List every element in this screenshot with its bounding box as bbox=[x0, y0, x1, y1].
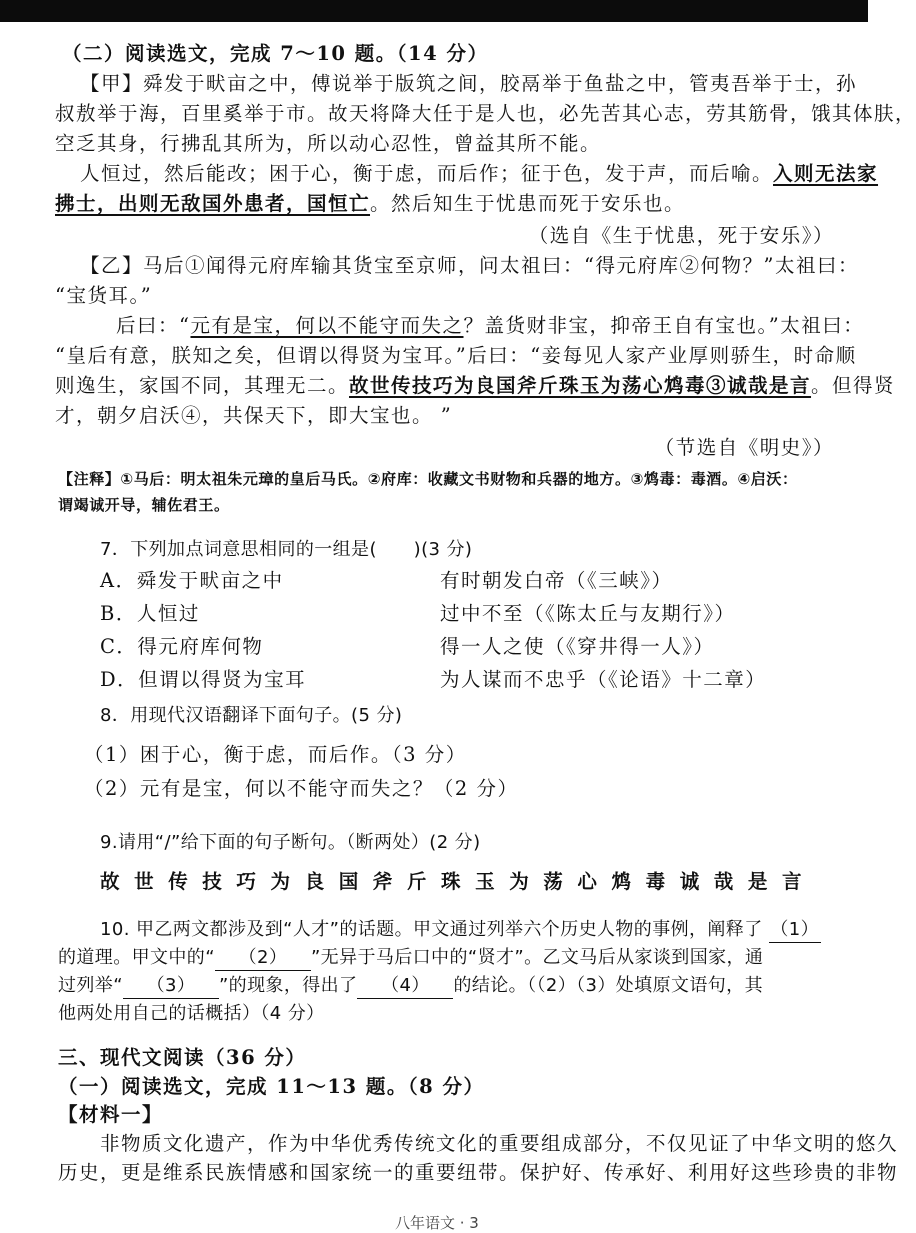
jia-underlined-sentence-a: 入则无法家 bbox=[773, 162, 879, 185]
notes-line-1: 【注释】①马后：明太祖朱元璋的皇后马氏。②府库：收藏文书财物和兵器的地方。③鸩毒：毒酒。④启沃： bbox=[58, 470, 798, 488]
q7-option-c-pair: 得一人之使（《穿井得一人》） bbox=[440, 635, 715, 658]
q10-text-3c: 的结论。（（2）（3）处填原文语句，其 bbox=[453, 975, 763, 996]
q10-text-2b: ”无异于马后口中的“贤才”。乙文马后从家谈到国家，通 bbox=[310, 947, 764, 968]
q8-stem: 8．用现代汉语翻译下面句子。(5 分) bbox=[100, 705, 403, 726]
q10-line-4: 他两处用自己的话概括）（4 分） bbox=[58, 1003, 325, 1024]
q10-blank-2[interactable]: （2） bbox=[215, 946, 311, 971]
material-para-line-2: 历史，更是维系民族情感和国家统一的重要纽带。保护好、传承好、利用好这些珍贵的非物 bbox=[58, 1161, 899, 1184]
q10-line-2 bbox=[58, 944, 763, 972]
q7-option-d: D．但谓以得贤为宝耳 bbox=[100, 668, 307, 691]
section3-header: 三、现代文阅读（36 分） bbox=[58, 1046, 307, 1069]
yi-line-3-a: 后曰：“ bbox=[116, 314, 191, 337]
yi-line-6: 才，朝夕启沃④，共保天下，即大宝也。 ” bbox=[55, 404, 453, 427]
q10-blank-3[interactable]: （3） bbox=[123, 974, 219, 999]
page-footer: 八年语文 · 3 bbox=[395, 1214, 479, 1232]
jia-line-4 bbox=[80, 160, 878, 188]
jia-line-3: 空乏其身，行拂乱其所为，所以动心忍性，曾益其所不能。 bbox=[55, 132, 602, 155]
q8-sentence-2: （2）元有是宝，何以不能守而失之？（2 分） bbox=[84, 777, 519, 800]
material-para-line-1: 非物质文化遗产，作为中华优秀传统文化的重要组成部分，不仅见证了中华文明的悠久 bbox=[100, 1132, 899, 1155]
q10-line-3 bbox=[58, 972, 763, 1000]
yi-source: （节选自《明史》） bbox=[654, 436, 834, 459]
q7-option-b-pair: 过中不至（《陈太丘与友期行》） bbox=[440, 602, 736, 625]
yi-underlined-sentence-a: 元有是宝，何以不能守而失之 bbox=[190, 314, 464, 337]
jia-line-4-text: 人恒过，然后能改；困于心，衡于虑，而后作；征于色，发于声，而后喻。 bbox=[80, 162, 774, 185]
jia-line-5 bbox=[55, 190, 685, 218]
q7-option-c: C．得元府库何物 bbox=[100, 635, 264, 658]
q10-line-1 bbox=[100, 916, 821, 944]
q10-text-3a: 过列举“ bbox=[58, 975, 123, 996]
jia-line-5-text: 。然后知生于忧患而死于安乐也。 bbox=[370, 192, 686, 215]
yi-underlined-sentence-b: 故世传技巧为良国斧斤珠玉为荡心鸩毒③诚哉是言 bbox=[349, 374, 812, 397]
section2-header: （二）阅读选文，完成 7～10 题。（14 分） bbox=[62, 42, 489, 65]
q10-text-2a: 的道理。甲文中的“ bbox=[58, 947, 215, 968]
q7-option-d-pair: 为人谋而不忠乎（《论语》十二章） bbox=[440, 668, 767, 691]
q10-blank-4[interactable]: （4） bbox=[357, 974, 453, 999]
yi-line-5-b: 。但得贤 bbox=[811, 374, 896, 397]
jia-line-1: 【甲】舜发于畎亩之中，傅说举于版筑之间，胶鬲举于鱼盐之中，管夷吾举于士，孙 bbox=[80, 72, 858, 95]
yi-line-1: 【乙】马后①闻得元府库输其货宝至京师，问太祖曰：“得元府库②何物？”太祖曰： bbox=[80, 254, 859, 277]
notes-line-2: 谓竭诚开导，辅佐君王。 bbox=[58, 496, 230, 514]
yi-line-5 bbox=[55, 372, 895, 400]
q9-stem: 9.请用“/”给下面的句子断句。（断两处）(2 分) bbox=[100, 832, 481, 853]
q9-sentence: 故世传技巧为良国斧斤珠玉为荡心鸩毒诚哉是言 bbox=[100, 870, 817, 893]
jia-source: （选自《生于忧患，死于安乐》） bbox=[528, 224, 834, 247]
q7-option-b: B．人恒过 bbox=[100, 602, 200, 625]
q7-stem: 7．下列加点词意思相同的一组是( )(3 分) bbox=[100, 539, 473, 560]
q10-text-3b: ”的现象，得出了 bbox=[218, 975, 358, 996]
yi-line-3-b: ？盖货财非宝，抑帝王自有宝也。”太祖曰： bbox=[463, 314, 865, 337]
yi-line-2: “宝货耳。” bbox=[55, 284, 153, 307]
q8-sentence-1: （1）困于心，衡于虑，而后作。（3 分） bbox=[84, 743, 467, 766]
yi-line-4: “皇后有意，朕知之矣，但谓以得贤为宝耳。”后曰：“妾每见人家产业厚则骄生，时命顺 bbox=[55, 344, 857, 367]
q10-blank-1[interactable]: （1） bbox=[769, 918, 821, 943]
q10-text-1: 10. 甲乙两文都涉及到“人才”的话题。甲文通过列举六个历史人物的事例，阐释了 bbox=[100, 919, 763, 940]
jia-underlined-sentence-b: 拂士，出则无敌国外患者，国恒亡 bbox=[55, 192, 371, 215]
yi-line-3 bbox=[116, 312, 864, 340]
material-one-label: 【材料一】 bbox=[58, 1103, 164, 1126]
q7-option-a-pair: 有时朝发白帝（《三峡》） bbox=[440, 569, 673, 592]
jia-line-2: 叔敖举于海，百里奚举于市。故天将降大任于是人也，必先苦其心志，劳其筋骨，饿其体肤， bbox=[55, 102, 916, 125]
yi-line-5-a: 则逸生，家国不同，其理无二。 bbox=[55, 374, 350, 397]
section3-subheader: （一）阅读选文，完成 11～13 题。（8 分） bbox=[58, 1075, 485, 1098]
q7-option-a: A．舜发于畎亩之中 bbox=[100, 569, 284, 592]
